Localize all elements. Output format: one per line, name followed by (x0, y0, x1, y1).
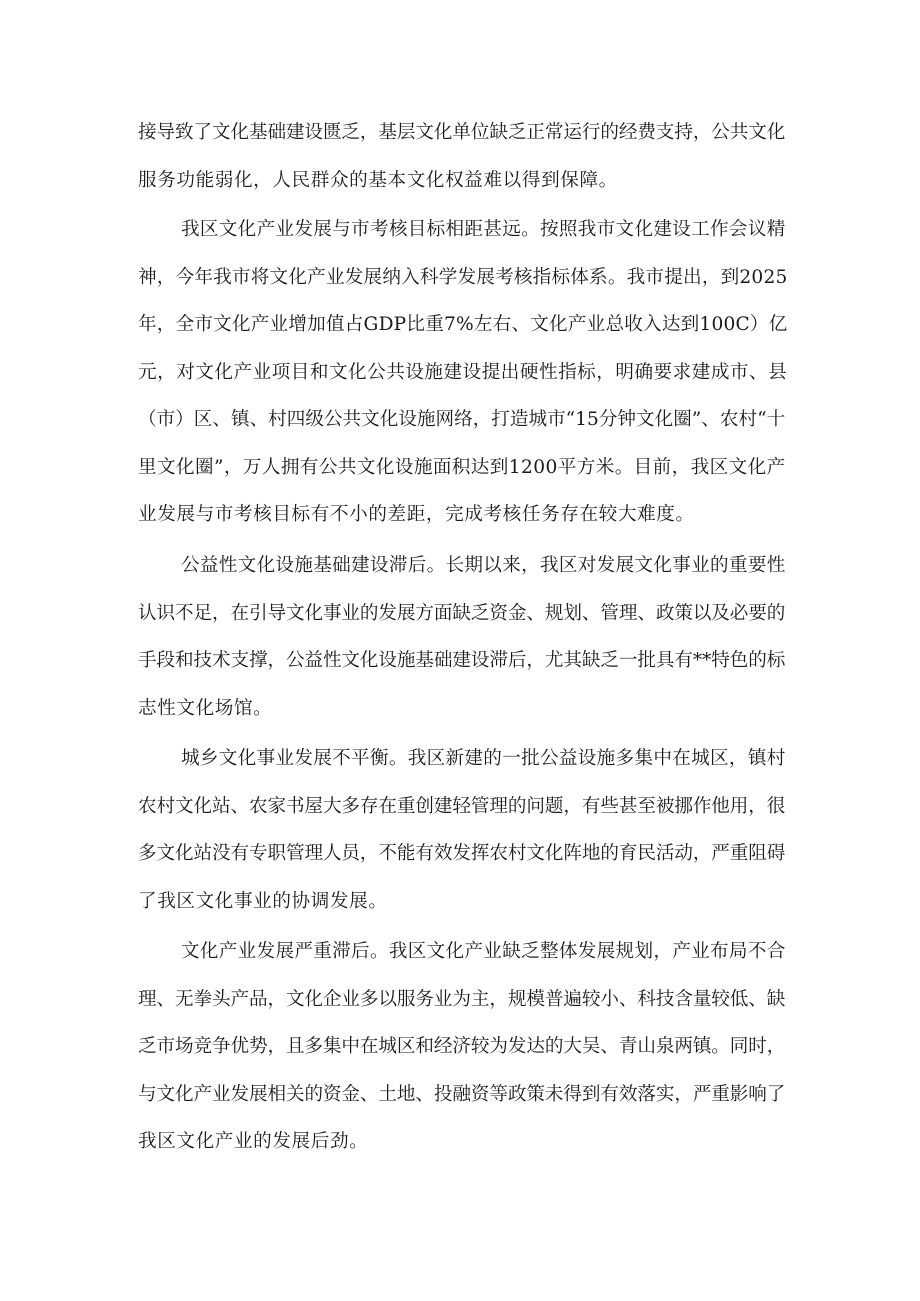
text-line: 服务功能弱化，人民群众的基本文化权益难以得到保障。 (138, 169, 618, 191)
text-line: 业发展与市考核目标有不小的差距，完成考核任务存在较大难度。 (138, 504, 695, 525)
text-line: 多文化站没有专职管理人员，不能有效发挥农村文化阵地的育民活动，严重阻碍 (138, 843, 786, 864)
text-line: 农村文化站、农家书屋大多存在重创建轻管理的问题，有些甚至被挪作他用，很 (138, 795, 786, 817)
text-line: 文化产业发展严重滞后。我区文化产业缺乏整体发展规划，产业布局不合 (181, 941, 786, 962)
text-line: （市）区、镇、村四级公共文化设施网络，打造城市“15分钟文化圈”、农村“十 (138, 409, 786, 430)
text-line: 与文化产业发展相关的资金、土地、投融资等政策未得到有效落实，严重影响了 (138, 1083, 786, 1105)
text-line: 认识不足，在引导文化事业的发展方面缺乏资金、规划、管理、政策以及必要的 (138, 602, 786, 624)
paragraph-2 (138, 206, 788, 539)
text-line: 神，今年我市将文化产业发展纳入科学发展考核指标体系。我市提出，到2025 (138, 266, 788, 288)
text-line: 理、无拳头产品，文化企业多以服务业为主，规模普遍较小、科技含量较低、缺 (138, 988, 786, 1010)
text-line: 乏市场竞争优势，且多集中在城区和经济较为发达的大吴、青山泉两镇。同时， (138, 1036, 786, 1057)
paragraph-1 (138, 109, 788, 204)
text-line: 接导致了文化基础建设匮乏，基层文化单位缺乏正常运行的经费支持，公共文化 (138, 122, 786, 143)
text-line: 我区文化产业发展与市考核目标相距甚远。按照我市文化建设工作会议精 (181, 219, 786, 240)
text-line: 了我区文化事业的协调发展。 (138, 890, 388, 912)
text-line: 里文化圈”，万人拥有公共文化设施面积达到1200平方米。目前，我区文化产 (138, 456, 786, 478)
text-line: 元，对文化产业项目和文化公共设施建设提出硬性指标，明确要求建成市、县 (138, 361, 788, 383)
text-line: 年，全市文化产业增加值占GDP比重7%左右、文化产业总收入达到100C）亿 (138, 314, 788, 335)
paragraph-3 (138, 542, 788, 732)
text-line: 志性文化场馆。 (138, 697, 273, 719)
text-line: 公益性文化设施基础建设滞后。长期以来，我区对发展文化事业的重要性 (181, 555, 786, 576)
paragraph-4 (138, 735, 788, 925)
text-line: 我区文化产业的发展后劲。 (138, 1131, 369, 1152)
text-line: 手段和技术支撑，公益性文化设施基础建设滞后，尤其缺乏一批具有**特色的标 (138, 650, 786, 671)
text-line: 城乡文化事业发展不平衡。我区新建的一批公益设施多集中在城区，镇村 (181, 748, 786, 769)
paragraph-5 (138, 928, 788, 1166)
